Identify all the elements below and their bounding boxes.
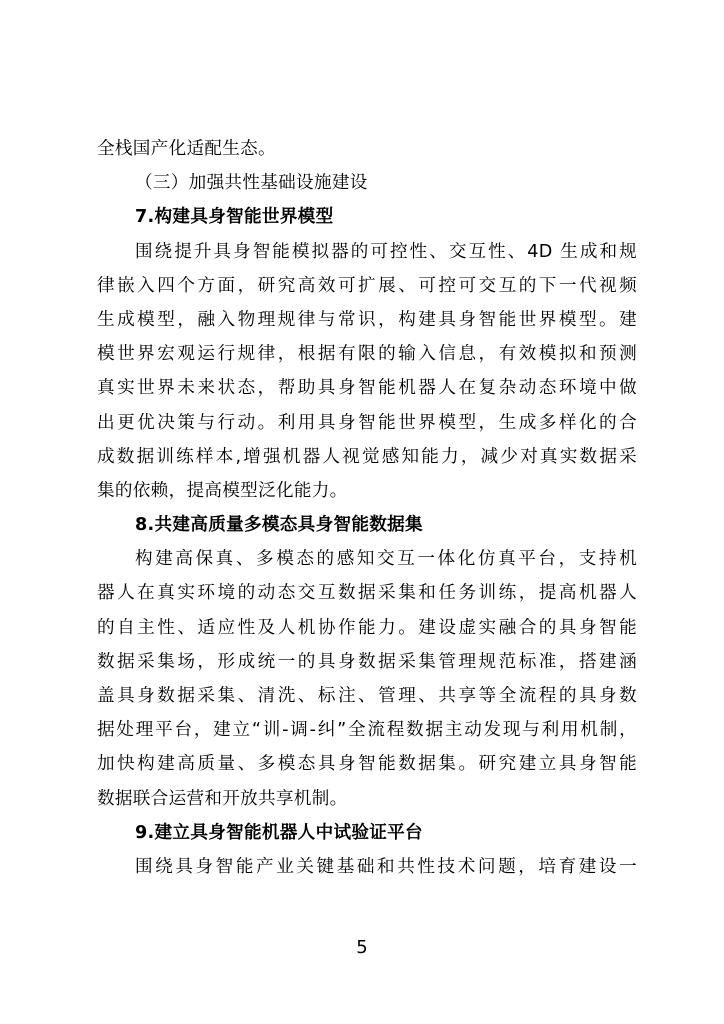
paragraph-line: 出更优决策与行动。利用具身智能世界模型，生成多样化的合 (97, 412, 637, 433)
paragraph-line: 模世界宏观运行规律，根据有限的输入信息，有效模拟和预测 (97, 344, 637, 365)
paragraph-end-line: 全栈国产化适配生态。 (97, 139, 276, 159)
subheading-8: 8.共建高质量多模态具身智能数据集 (135, 515, 423, 536)
paragraph-line: 集的依赖，提高模型泛化能力。 (97, 480, 348, 501)
paragraph-line: 的自主性、适应性及人机协作能力。建设虚实融合的具身智能 (97, 617, 637, 638)
paragraph-line: 律嵌入四个方面，研究高效可扩展、可控可交互的下一代视频 (97, 275, 637, 296)
paragraph-line: 围绕提升具身智能模拟器的可控性、交互性、4D 生成和规 (135, 241, 637, 262)
paragraph-line: 数据联合运营和开放共享机制。 (97, 788, 348, 809)
paragraph-line: 数据采集场，形成统一的具身数据采集管理规范标准，搭建涵 (97, 651, 637, 672)
paragraph-line: 据处理平台，建立“训-调-纠”全流程数据主动发现与利用机制， (97, 720, 637, 741)
paragraph-line: 盖具身数据采集、清洗、标注、管理、共享等全流程的具身数 (97, 686, 637, 706)
paragraph-line: 器人在真实环境的动态交互数据采集和任务训练，提高机器人 (97, 583, 637, 604)
page-number: 5 (356, 937, 368, 958)
section-heading: （三）加强共性基础设施建设 (135, 173, 368, 194)
paragraph-line: 构建高保真、多模态的感知交互一体化仿真平台，支持机 (135, 549, 637, 570)
paragraph-line: 生成模型，融入物理规律与常识，构建具身智能世界模型。建 (97, 309, 637, 330)
paragraph-line: 真实世界未来状态，帮助具身智能机器人在复杂动态环境中做 (97, 378, 637, 399)
paragraph-line: 成数据训练样本,增强机器人视觉感知能力，减少对真实数据采 (97, 446, 637, 467)
body-text (97, 132, 637, 884)
subheading-9: 9.建立具身智能机器人中试验证平台 (135, 822, 423, 843)
paragraph-line: 围绕具身智能产业关键基础和共性技术问题，培育建设一 (135, 856, 637, 877)
paragraph-line: 加快构建高质量、多模态具身智能数据集。研究建立具身智能 (97, 754, 637, 775)
subheading-7: 7.构建具身智能世界模型 (135, 207, 334, 228)
